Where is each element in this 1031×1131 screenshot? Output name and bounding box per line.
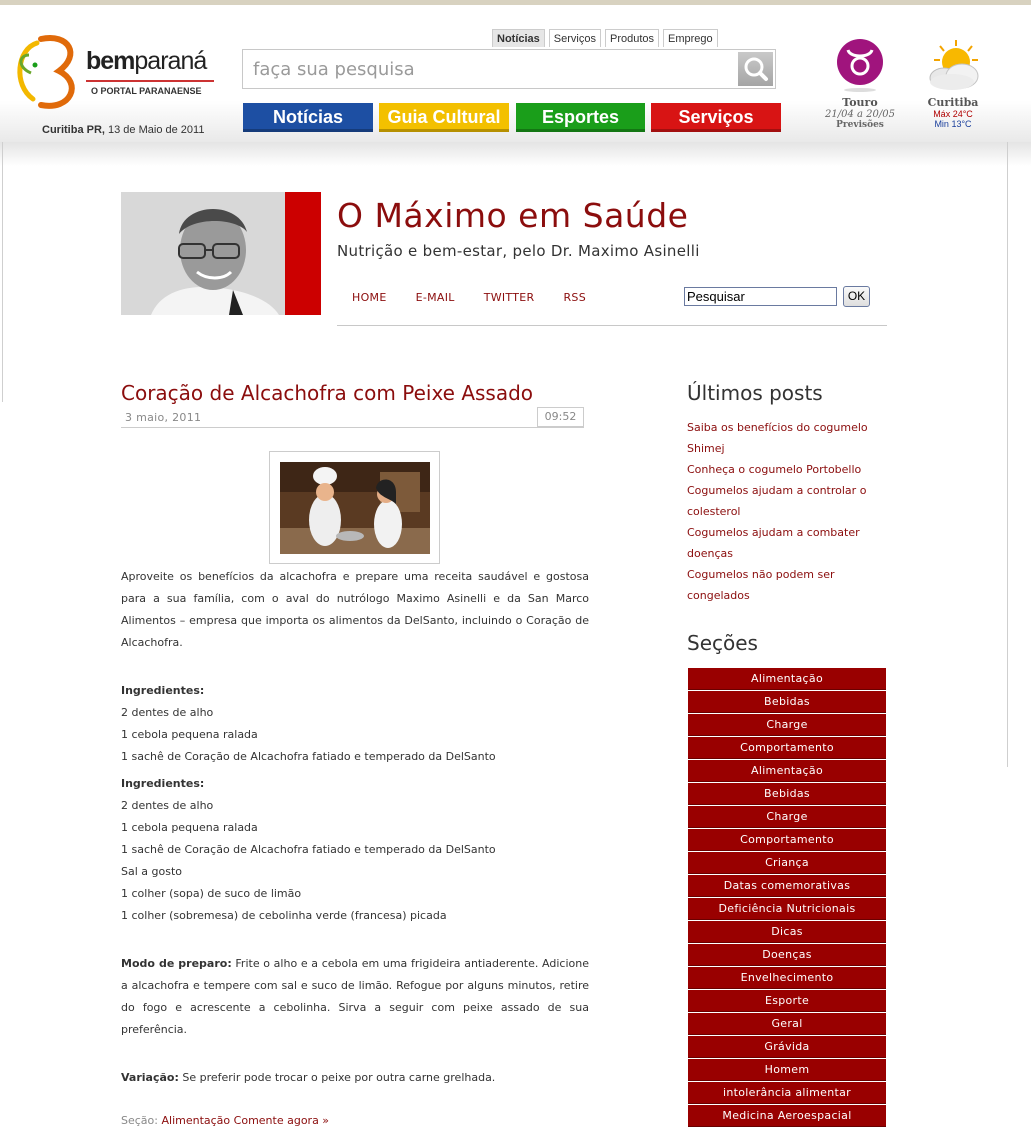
nav-email-link[interactable]: E-MAIL xyxy=(415,291,455,304)
section-item[interactable]: Geral xyxy=(688,1013,886,1035)
recent-post-link[interactable]: Cogumelos não podem ser congelados xyxy=(687,568,835,602)
tab-servicos[interactable]: Serviços xyxy=(549,29,601,47)
header-divider xyxy=(337,325,887,326)
recipe-illustration-image xyxy=(280,462,430,554)
section-item[interactable]: Alimentação xyxy=(688,760,886,782)
portal-search-input[interactable] xyxy=(243,50,733,88)
portal-top-tabs xyxy=(492,29,718,47)
sections-heading: Seções xyxy=(687,631,758,655)
section-item[interactable]: Criança xyxy=(688,852,886,874)
ingredients-heading: Ingredientes: xyxy=(121,684,205,697)
blog-search-input[interactable] xyxy=(684,287,837,306)
recent-posts-heading: Últimos posts xyxy=(687,381,823,405)
portal-header xyxy=(0,0,1031,142)
ingredient-item: 1 cebola pequena ralada xyxy=(121,728,258,741)
recent-post-link[interactable]: Saiba os benefícios do cogumelo Shimej xyxy=(687,421,868,455)
page-border xyxy=(1007,142,1008,767)
section-item[interactable]: Homem xyxy=(688,1059,886,1081)
section-item[interactable]: Alimentação xyxy=(688,668,886,690)
logo-mark-icon xyxy=(11,33,86,111)
section-item[interactable]: Dicas xyxy=(688,921,886,943)
header-shadow xyxy=(0,142,1031,166)
ingredient-item: 1 cebola pequena ralada xyxy=(121,821,258,834)
variation-paragraph: Variação: Se preferir pode trocar o peixe por outra carne grelhada. xyxy=(121,1071,496,1084)
post-body xyxy=(121,566,589,1089)
section-item[interactable]: Doenças xyxy=(688,944,886,966)
tab-noticias[interactable]: Notícias xyxy=(492,29,545,47)
section-item[interactable]: Comportamento xyxy=(688,829,886,851)
post-title[interactable]: Coração de Alcachofra com Peixe Assado xyxy=(121,381,534,405)
section-item[interactable]: intolerância alimentar xyxy=(688,1082,886,1104)
recent-post-link[interactable]: Cogumelos ajudam a controlar o colesterol xyxy=(687,484,867,518)
weather-max-temp: Máx 24°C xyxy=(933,109,973,119)
recent-posts-list xyxy=(687,417,887,606)
weather-widget[interactable] xyxy=(915,38,991,129)
nav-guia-cultural-button[interactable]: Guia Cultural xyxy=(379,103,509,132)
nav-home-link[interactable]: HOME xyxy=(352,291,387,304)
horoscope-range: 21/04 a 20/05 xyxy=(825,109,895,120)
recent-post-link[interactable]: Cogumelos ajudam a combater doenças xyxy=(687,526,860,560)
ingredient-item: 2 dentes de alho xyxy=(121,799,214,812)
header-red-band xyxy=(285,192,321,315)
sun-cloud-icon xyxy=(922,38,984,92)
ingredient-item: 1 sachê de Coração de Alcachofra fatiado e temperado da DelSanto xyxy=(121,750,496,763)
nav-noticias-button[interactable]: Notícias xyxy=(243,103,373,132)
logo-wordmark: bemparaná xyxy=(86,47,207,75)
prep-paragraph: Modo de preparo: Frite o alho e a cebola em uma frigideira antiaderente. Adicione a alcachofra e tempere com sal e suco de limão. Refogue por alguns minutos, retire do fogo e acrescente a cebolinha. Sirva a seguir com peixe assado de sua preferência. xyxy=(121,957,589,1036)
sections-list xyxy=(688,668,886,1128)
weather-city: Curitiba xyxy=(927,96,979,109)
ingredient-item: 1 sachê de Coração de Alcachofra fatiado e temperado da DelSanto xyxy=(121,843,496,856)
ingredient-item: 2 dentes de alho xyxy=(121,706,214,719)
logo-underline xyxy=(86,80,214,82)
post-date: 3 maio, 2011 xyxy=(125,411,202,424)
comment-link[interactable]: Comente agora » xyxy=(230,1114,330,1127)
horoscope-sign: Touro xyxy=(842,96,878,109)
author-photo xyxy=(121,192,286,315)
tab-emprego[interactable]: Emprego xyxy=(663,29,718,47)
ingredients-heading: Ingredientes: xyxy=(121,777,205,790)
section-item[interactable]: Comportamento xyxy=(688,737,886,759)
horoscope-link[interactable]: Previsões xyxy=(836,120,884,130)
post-intro: Aproveite os benefícios da alcachofra e prepare uma receita saudável e gostosa para a sua família, com o aval do nutrólogo Maximo Asinelli e da San Marco Alimentos – empresa que importa os alimentos da DelSanto, incluindo o Coração de Alcachofra. xyxy=(121,570,589,649)
blog-search-ok-button[interactable]: OK xyxy=(843,286,870,307)
section-item[interactable]: Esporte xyxy=(688,990,886,1012)
section-item[interactable]: Bebidas xyxy=(688,691,886,713)
post-image[interactable] xyxy=(269,451,440,564)
blog-title[interactable]: O Máximo em Saúde xyxy=(337,196,689,235)
section-item[interactable]: Deficiência Nutricionais xyxy=(688,898,886,920)
portal-search-button[interactable] xyxy=(738,52,773,86)
section-item[interactable]: Charge xyxy=(688,714,886,736)
horoscope-widget[interactable] xyxy=(820,38,900,130)
location-date: Curitiba PR, 13 de Maio de 2011 xyxy=(42,124,205,136)
section-item[interactable]: Medicina Aeroespacial xyxy=(688,1105,886,1127)
ingredient-item: Sal a gosto xyxy=(121,865,182,878)
nav-twitter-link[interactable]: TWITTER xyxy=(483,291,535,304)
post-divider xyxy=(121,427,584,428)
nav-servicos-button[interactable]: Serviços xyxy=(651,103,781,132)
search-icon xyxy=(738,52,773,86)
post-footer: Seção: Alimentação Comente agora » xyxy=(121,1114,330,1127)
taurus-icon xyxy=(836,38,884,92)
section-link[interactable]: Alimentação xyxy=(161,1114,231,1127)
blog-subtitle: Nutrição e bem-estar, pelo Dr. Maximo Asinelli xyxy=(337,242,700,260)
nav-esportes-button[interactable]: Esportes xyxy=(516,103,645,132)
weather-min-temp: Min 13°C xyxy=(934,119,972,129)
page-border xyxy=(2,142,3,402)
bemparana-logo[interactable] xyxy=(11,33,216,113)
ingredient-item: 1 colher (sopa) de suco de limão xyxy=(121,887,302,900)
section-item[interactable]: Datas comemorativas xyxy=(688,875,886,897)
portal-search xyxy=(242,49,776,89)
section-item[interactable]: Grávida xyxy=(688,1036,886,1058)
logo-tagline: O PORTAL PARANAENSE xyxy=(91,86,202,96)
section-item[interactable]: Bebidas xyxy=(688,783,886,805)
post-time-badge: 09:52 xyxy=(537,407,584,427)
ingredient-item: 1 colher (sobremesa) de cebolinha verde (francesa) picada xyxy=(121,909,447,922)
author-portrait-image xyxy=(121,192,286,315)
section-item[interactable]: Envelhecimento xyxy=(688,967,886,989)
tab-produtos[interactable]: Produtos xyxy=(605,29,659,47)
nav-rss-link[interactable]: RSS xyxy=(563,291,586,304)
blog-nav xyxy=(352,291,615,304)
section-item[interactable]: Charge xyxy=(688,806,886,828)
recent-post-link[interactable]: Conheça o cogumelo Portobello xyxy=(687,463,862,476)
